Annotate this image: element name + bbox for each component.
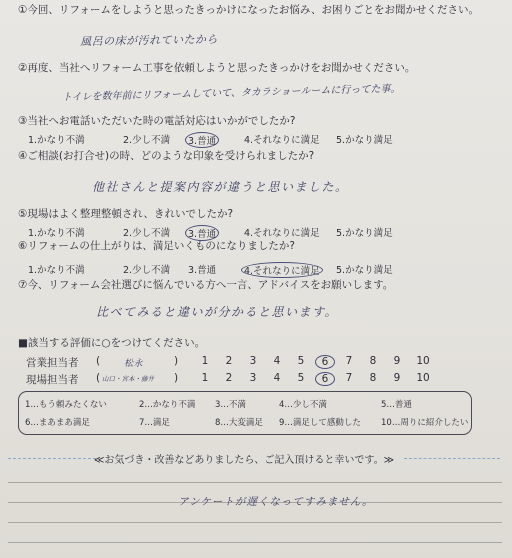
legend-item: 4…少し不満 — [279, 400, 327, 410]
question-number: ② — [18, 62, 28, 74]
legend-item: 3…不満 — [215, 400, 246, 410]
question-text: ご相談(お打合せ)の時、どのような印象を受けられましたか? — [27, 150, 315, 162]
paren-close: ) — [174, 355, 179, 367]
comment-line — [8, 522, 502, 523]
rating-number[interactable]: 1 — [201, 372, 209, 384]
rating-number[interactable]: 5 — [297, 355, 305, 367]
option[interactable]: 1.かなり不満 — [28, 265, 85, 276]
option[interactable]: 1.かなり不満 — [28, 228, 85, 239]
handwritten-comment: アンケートが遅くなってすみません。 — [178, 496, 374, 508]
option[interactable]: 4.それなりに満足 — [244, 135, 320, 146]
legend-item: 8…大変満足 — [215, 418, 263, 428]
option[interactable]: 2.少し不満 — [123, 135, 171, 146]
option[interactable]: 1.かなり不満 — [28, 135, 85, 146]
rating-number[interactable]: 8 — [369, 355, 377, 367]
rating-number[interactable]: 1 — [201, 355, 209, 367]
legend-item: 2…かなり不満 — [139, 400, 196, 410]
comment-line — [8, 482, 502, 483]
rating-label: 現場担当者 — [26, 374, 79, 386]
question-4 — [18, 150, 314, 163]
option[interactable]: 5.かなり満足 — [336, 228, 393, 239]
rating-number[interactable]: 5 — [297, 372, 305, 384]
rating-number[interactable]: 4 — [273, 372, 281, 384]
question-number: ④ — [18, 150, 28, 162]
question-6 — [18, 240, 295, 253]
legend-item: 10…周りに紹介したい — [381, 418, 469, 428]
question-number: ⑦ — [18, 279, 28, 291]
legend-item: 5…普通 — [381, 400, 412, 410]
answer-q7: 比べてみると違いが分かると思います。 — [96, 305, 339, 319]
question-number: ⑤ — [18, 208, 28, 220]
rating-number[interactable]: 7 — [345, 355, 353, 367]
rating-number[interactable]: 10 — [416, 355, 430, 367]
comments-banner: ≪お気づき・改善などありましたら、ご記入頂けると幸いです。≫ — [93, 455, 395, 466]
rating-header: ■該当する評価に○をつけてください。 — [18, 337, 206, 349]
option-selected[interactable]: 3.普通 — [185, 132, 219, 148]
rating-number[interactable]: 9 — [393, 355, 401, 367]
rating-person-name: 松永 — [124, 359, 144, 369]
option[interactable]: 2.少し不満 — [123, 265, 171, 276]
rating-number[interactable]: 4 — [273, 355, 281, 367]
paren-close: ) — [174, 372, 179, 384]
rating-number[interactable]: 3 — [249, 372, 257, 384]
question-7 — [18, 279, 393, 292]
rating-number[interactable]: 3 — [249, 355, 257, 367]
rating-number-selected[interactable]: 6 — [315, 355, 335, 369]
rating-row-site — [26, 372, 466, 386]
question-number: ① — [18, 4, 28, 16]
legend-item: 6…まあまあ満足 — [25, 418, 90, 428]
rating-legend — [18, 391, 472, 435]
rating-number[interactable]: 2 — [225, 355, 233, 367]
question-text: 今、リフォーム会社選びに悩んでいる方へ一言、アドバイスをお願いします。 — [27, 279, 394, 291]
paren-open: ( — [96, 355, 101, 367]
question-text: リフォームの仕上がりは、満足いくものになりましたか? — [27, 240, 295, 252]
option[interactable]: 5.かなり満足 — [336, 135, 393, 146]
rating-row-sales — [26, 355, 466, 369]
legend-item: 1…もう頼みたくない — [25, 400, 107, 410]
legend-item: 7…満足 — [139, 418, 170, 428]
option[interactable]: 5.かなり満足 — [336, 265, 393, 276]
paren-open: ( — [96, 372, 101, 384]
question-number: ⑥ — [18, 240, 28, 252]
option[interactable]: 2.少し不満 — [123, 228, 171, 239]
answer-q4: 他社さんと提案内容が違うと思いました。 — [92, 180, 349, 194]
option-selected[interactable]: 4.それなりに満足 — [241, 262, 323, 278]
question-text: 再度、当社へリフォーム工事を依頼しようと思ったきっかけをお聞かせください。 — [27, 62, 416, 74]
option-selected[interactable]: 3.普通 — [185, 225, 219, 241]
rating-number[interactable]: 7 — [345, 372, 353, 384]
rating-number[interactable]: 2 — [225, 372, 233, 384]
option[interactable]: 3.普通 — [188, 265, 217, 276]
rating-number-selected[interactable]: 6 — [315, 372, 335, 386]
rating-label: 営業担当者 — [26, 357, 79, 369]
comment-line — [8, 542, 502, 543]
question-number: ③ — [18, 115, 28, 127]
answer-q2: トイレを数年前にリフォームしていて、タカラショールームに行ってた事。 — [61, 83, 401, 104]
rating-number[interactable]: 10 — [416, 372, 430, 384]
question-text: 当社へお電話いただいた時の電話対応はいかがでしたか? — [27, 115, 296, 127]
question-5 — [18, 208, 233, 221]
legend-item: 9…満足して感動した — [279, 418, 361, 428]
rating-person-name: 山口・宮本・藤井 — [102, 375, 154, 383]
option[interactable]: 4.それなりに満足 — [244, 228, 320, 239]
question-text: 現場はよく整理整頓され、きれいでしたか? — [27, 208, 234, 220]
question-3 — [18, 115, 296, 128]
rating-number[interactable]: 9 — [393, 372, 401, 384]
question-text: 今回、リフォームをしようと思ったきっかけになったお悩み、お困りごとをお聞かせください。 — [27, 4, 480, 16]
question-2 — [18, 62, 415, 75]
answer-q1: 風呂の床が汚れていたから — [79, 32, 219, 49]
rating-number[interactable]: 8 — [369, 372, 377, 384]
question-1 — [18, 4, 479, 17]
